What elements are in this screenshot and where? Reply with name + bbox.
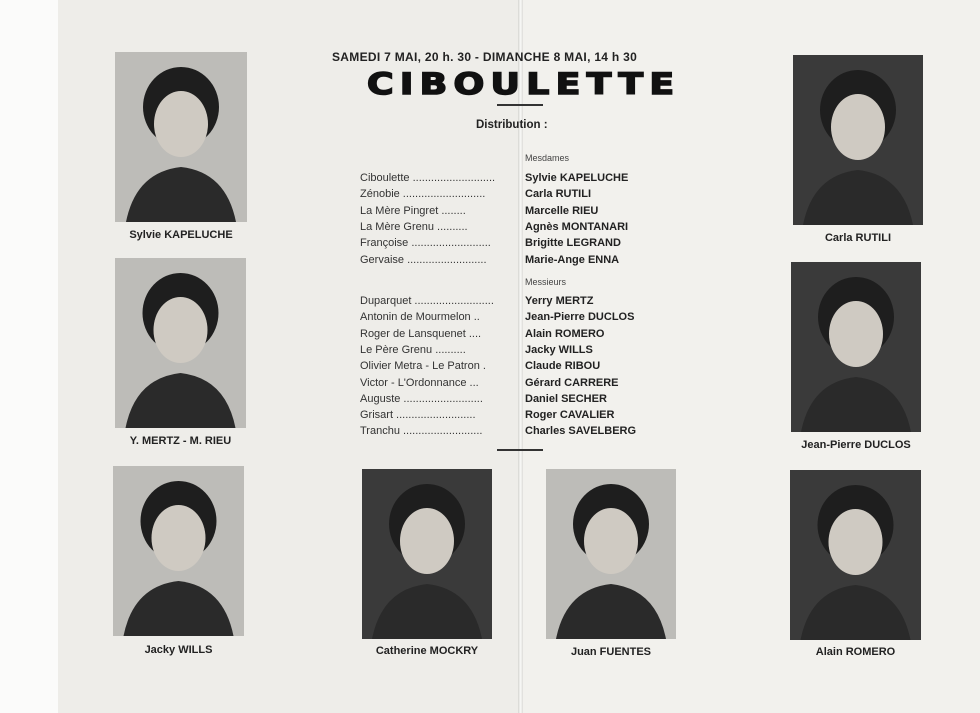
role: Tranchu .......................... — [360, 425, 483, 438]
actor: Marie-Ange ENNA — [525, 253, 620, 266]
portrait-photo — [362, 469, 492, 639]
actor: Roger CAVALIER — [525, 409, 615, 422]
performance-dates: SAMEDI 7 MAI, 20 h. 30 - DIMANCHE 8 MAI, 14 h 30 — [332, 50, 638, 64]
portrait-photo — [790, 470, 921, 640]
actor: Agnès MONTANARI — [525, 220, 629, 233]
actor: Brigitte LEGRAND — [525, 237, 621, 250]
actor: Charles SAVELBERG — [525, 425, 637, 438]
actor: Yerry MERTZ — [525, 295, 594, 307]
portrait-icon — [113, 466, 244, 636]
page-edge — [0, 0, 58, 713]
photo-caption: Alain ROMERO — [815, 646, 896, 658]
role: Auguste .......................... — [360, 392, 483, 405]
role: Gervaise .......................... — [360, 253, 487, 266]
role: Françoise .......................... — [360, 237, 491, 250]
mesdames-label: Mesdames — [525, 153, 570, 163]
role: La Mère Pingret ........ — [360, 204, 466, 217]
portrait-photo — [115, 52, 247, 222]
role: Roger de Lansquenet .... — [360, 327, 482, 340]
portrait-icon — [791, 262, 921, 432]
photo-caption: Sylvie KAPELUCHE — [129, 229, 233, 241]
role: Le Père Grenu .......... — [360, 343, 466, 356]
actor: Jacky WILLS — [525, 343, 593, 356]
page-title: CIBOULETTE — [367, 67, 681, 101]
actor: Gérard CARRERE — [525, 376, 619, 389]
role: Victor - L'Ordonnance ... — [360, 376, 479, 389]
role: Duparquet .......................... — [360, 295, 494, 307]
distribution-heading: Distribution : — [476, 119, 548, 131]
role: Olivier Metra - Le Patron . — [360, 360, 486, 373]
portrait-photo — [115, 258, 246, 428]
actor: Alain ROMERO — [525, 327, 605, 340]
actor: Carla RUTILI — [525, 188, 592, 201]
portrait-icon — [793, 55, 923, 225]
portrait-photo — [791, 262, 921, 432]
photo-caption: Jacky WILLS — [144, 644, 213, 656]
photo-caption: Jean-Pierre DUCLOS — [801, 439, 911, 451]
messieurs-label: Messieurs — [525, 277, 567, 287]
photo-caption: Carla RUTILI — [824, 232, 891, 244]
portrait-photo — [546, 469, 676, 639]
role: La Mère Grenu .......... — [360, 220, 468, 233]
actor: Jean-Pierre DUCLOS — [525, 311, 635, 324]
portrait-photo — [793, 55, 923, 225]
portrait-icon — [790, 470, 921, 640]
portrait-icon — [546, 469, 676, 639]
spine — [518, 0, 523, 713]
photo-caption: Catherine MOCKRY — [375, 645, 479, 657]
divider — [497, 104, 543, 106]
role: Grisart .......................... — [360, 409, 476, 422]
actor: Sylvie KAPELUCHE — [525, 172, 629, 184]
portrait-icon — [362, 469, 492, 639]
portrait-photo — [113, 466, 244, 636]
portrait-icon — [115, 258, 246, 428]
portrait-icon — [115, 52, 247, 222]
actor: Daniel SECHER — [525, 392, 607, 405]
role: Ciboulette ........................... — [360, 172, 496, 184]
divider — [497, 449, 543, 451]
role: Zénobie ........................... — [360, 188, 486, 201]
photo-caption: Juan FUENTES — [570, 646, 652, 658]
actor: Marcelle RIEU — [525, 204, 599, 217]
photo-caption: Y. MERTZ - M. RIEU — [129, 435, 232, 447]
role: Antonin de Mourmelon .. — [360, 311, 480, 324]
actor: Claude RIBOU — [525, 360, 601, 373]
